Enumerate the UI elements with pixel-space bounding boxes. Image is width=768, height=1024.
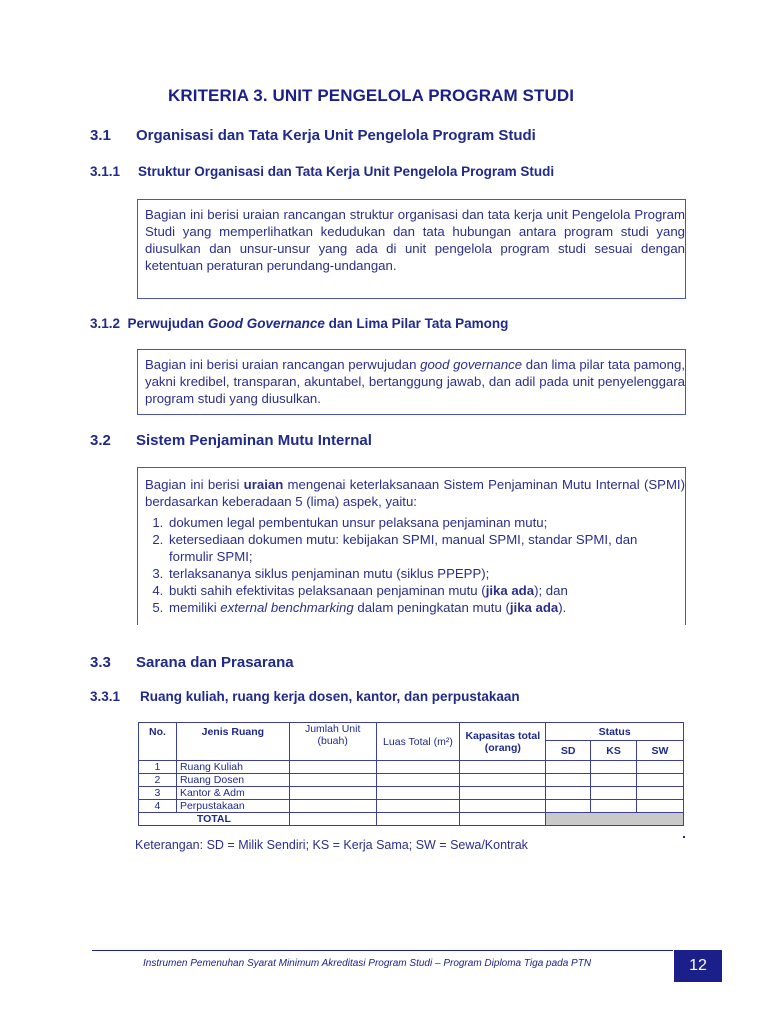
table-legend: Keterangan: SD = Milik Sendiri; KS = Kerja Sama; SW = Sewa/Kontrak	[135, 838, 528, 852]
text-em: external benchmarking	[220, 600, 354, 615]
cell-jenis: Ruang Dosen	[176, 774, 289, 787]
section-number: 3.3	[90, 654, 111, 671]
text-bold: jika ada	[485, 583, 535, 598]
cell-kapasitas[interactable]	[460, 787, 546, 800]
page-title: KRITERIA 3. UNIT PENGELOLA PROGRAM STUDI	[168, 86, 575, 105]
text-em: good governance	[420, 357, 523, 372]
instruction-text	[145, 356, 685, 407]
cell-sw[interactable]	[637, 787, 684, 800]
cell-total-luas[interactable]	[376, 813, 460, 826]
text-pre: bukti sahih efektivitas pelaksanaan penjaminan mutu (	[169, 583, 486, 598]
section-number: 3.2	[90, 432, 111, 449]
list-item: 3. terlaksananya siklus penjaminan mutu (siklus PPEPP);	[167, 565, 685, 582]
cell-kapasitas[interactable]	[460, 761, 546, 774]
cell-ks[interactable]	[591, 761, 637, 774]
header-jumlah-unit: Jumlah Unit (buah)	[289, 723, 376, 761]
text-post: ); dan	[534, 583, 568, 598]
section-number: 3.1.2	[90, 316, 121, 331]
total-label: TOTAL	[139, 813, 290, 826]
section-3-1-heading	[90, 127, 536, 144]
header-ks: KS	[591, 741, 637, 761]
header-sd: SD	[546, 741, 591, 761]
instruction-text: Bagian ini berisi uraian rancangan struktur organisasi dan tata kerja unit Pengelola Program Studi yang memperlihatkan kedudukan dan tata hubungan antara program studi yang diusulkan dan unsur-unsur yang ada di unit pengelola program studi sesuai dengan ketentuan peraturan perundang-undangan.	[145, 207, 685, 273]
table-row	[139, 774, 684, 787]
cell-total-kapasitas[interactable]	[460, 813, 546, 826]
aspect-list	[145, 514, 685, 616]
instruction-box-spmi	[137, 467, 686, 625]
text-mid: dalam peningkatan mutu (	[353, 600, 510, 615]
header-no: No.	[139, 723, 177, 761]
cell-no: 2	[139, 774, 177, 787]
cell-no: 3	[139, 787, 177, 800]
cell-luas[interactable]	[376, 787, 460, 800]
text-bold: uraian	[243, 477, 284, 492]
header-status: Status	[546, 723, 684, 741]
cell-ks[interactable]	[591, 774, 637, 787]
cell-ks[interactable]	[591, 787, 637, 800]
section-title-post: dan Lima Pilar Tata Pamong	[324, 316, 509, 331]
section-number: 3.1.1	[90, 164, 121, 179]
cell-luas[interactable]	[376, 761, 460, 774]
cell-luas[interactable]	[376, 800, 460, 813]
section-title: Struktur Organisasi dan Tata Kerja Unit Pengelola Program Studi	[138, 164, 555, 179]
cell-sd[interactable]	[546, 761, 591, 774]
section-3-2-heading	[90, 432, 372, 449]
section-title: Organisasi dan Tata Kerja Unit Pengelola Program Studi	[136, 127, 536, 144]
instruction-intro	[145, 476, 685, 510]
footer-divider	[92, 950, 673, 951]
section-3-3-heading	[90, 654, 294, 671]
section-title: Sarana dan Prasarana	[136, 654, 294, 671]
cell-kapasitas[interactable]	[460, 774, 546, 787]
table-total-row	[139, 813, 684, 826]
section-3-1-2-heading	[90, 316, 508, 331]
text-post: ).	[558, 600, 567, 615]
text-pre: Bagian ini berisi	[145, 477, 244, 492]
cell-ks[interactable]	[591, 800, 637, 813]
stray-mark	[683, 836, 685, 838]
list-item	[167, 599, 685, 616]
instruction-box-struktur	[137, 199, 686, 299]
table-row	[139, 761, 684, 774]
section-3-1-1-heading	[90, 164, 554, 179]
ruang-table	[138, 722, 684, 826]
cell-jenis: Ruang Kuliah	[176, 761, 289, 774]
cell-sd[interactable]	[546, 774, 591, 787]
cell-luas[interactable]	[376, 774, 460, 787]
cell-jenis: Perpustakaan	[176, 800, 289, 813]
section-title-pre: Perwujudan	[127, 316, 208, 331]
text-post: mengenai keterlaksanaan Sistem Penjaminan Mutu Internal (SPMI) berdasarkan keberadaan 5 (lima) aspek, yaitu:	[145, 477, 685, 509]
table-row	[139, 800, 684, 813]
header-sw: SW	[637, 741, 684, 761]
header-kapasitas: Kapasitas total (orang)	[460, 723, 546, 761]
cell-no: 4	[139, 800, 177, 813]
cell-no: 1	[139, 761, 177, 774]
instruction-box-governance	[137, 349, 686, 415]
footer-text: Instrumen Pemenuhan Syarat Minimum Akreditasi Program Studi – Program Diploma Tiga pada PTN	[143, 958, 592, 969]
cell-sd[interactable]	[546, 800, 591, 813]
cell-total-jumlah[interactable]	[289, 813, 376, 826]
cell-jumlah[interactable]	[289, 774, 376, 787]
section-number: 3.1	[90, 127, 111, 144]
cell-sw[interactable]	[637, 761, 684, 774]
cell-sw[interactable]	[637, 800, 684, 813]
section-title: Ruang kuliah, ruang kerja dosen, kantor, dan perpustakaan	[140, 689, 520, 704]
section-3-3-1-heading	[90, 689, 520, 704]
cell-jenis: Kantor & Adm	[176, 787, 289, 800]
cell-jumlah[interactable]	[289, 761, 376, 774]
section-title-em: Good Governance	[207, 316, 325, 331]
table-row	[139, 787, 684, 800]
list-item	[167, 582, 685, 599]
page-number: 12	[674, 950, 722, 982]
cell-kapasitas[interactable]	[460, 800, 546, 813]
text-bold: jika ada	[509, 600, 559, 615]
text-pre: Bagian ini berisi uraian rancangan perwujudan	[145, 357, 421, 372]
cell-jumlah[interactable]	[289, 787, 376, 800]
list-item: 1. dokumen legal pembentukan unsur pelaksana penjaminan mutu;	[167, 514, 685, 531]
cell-sw[interactable]	[637, 774, 684, 787]
cell-jumlah[interactable]	[289, 800, 376, 813]
cell-sd[interactable]	[546, 787, 591, 800]
header-jenis-ruang: Jenis Ruang	[176, 723, 289, 761]
section-title: Sistem Penjaminan Mutu Internal	[136, 432, 372, 449]
section-number: 3.3.1	[90, 689, 121, 704]
text-post: dan lima pilar tata pamong, yakni kredibel, transparan, akuntabel, bertanggung jawab, dan adil pada unit penyelenggara program studi yang diusulkan.	[145, 357, 685, 406]
text-pre: memiliki	[169, 600, 221, 615]
list-item: 2. ketersediaan dokumen mutu: kebijakan SPMI, manual SPMI, standar SPMI, dan formulir SPMI;	[167, 531, 685, 565]
shaded-cell	[546, 813, 684, 826]
header-luas-total: Luas Total (m²)	[376, 723, 460, 761]
